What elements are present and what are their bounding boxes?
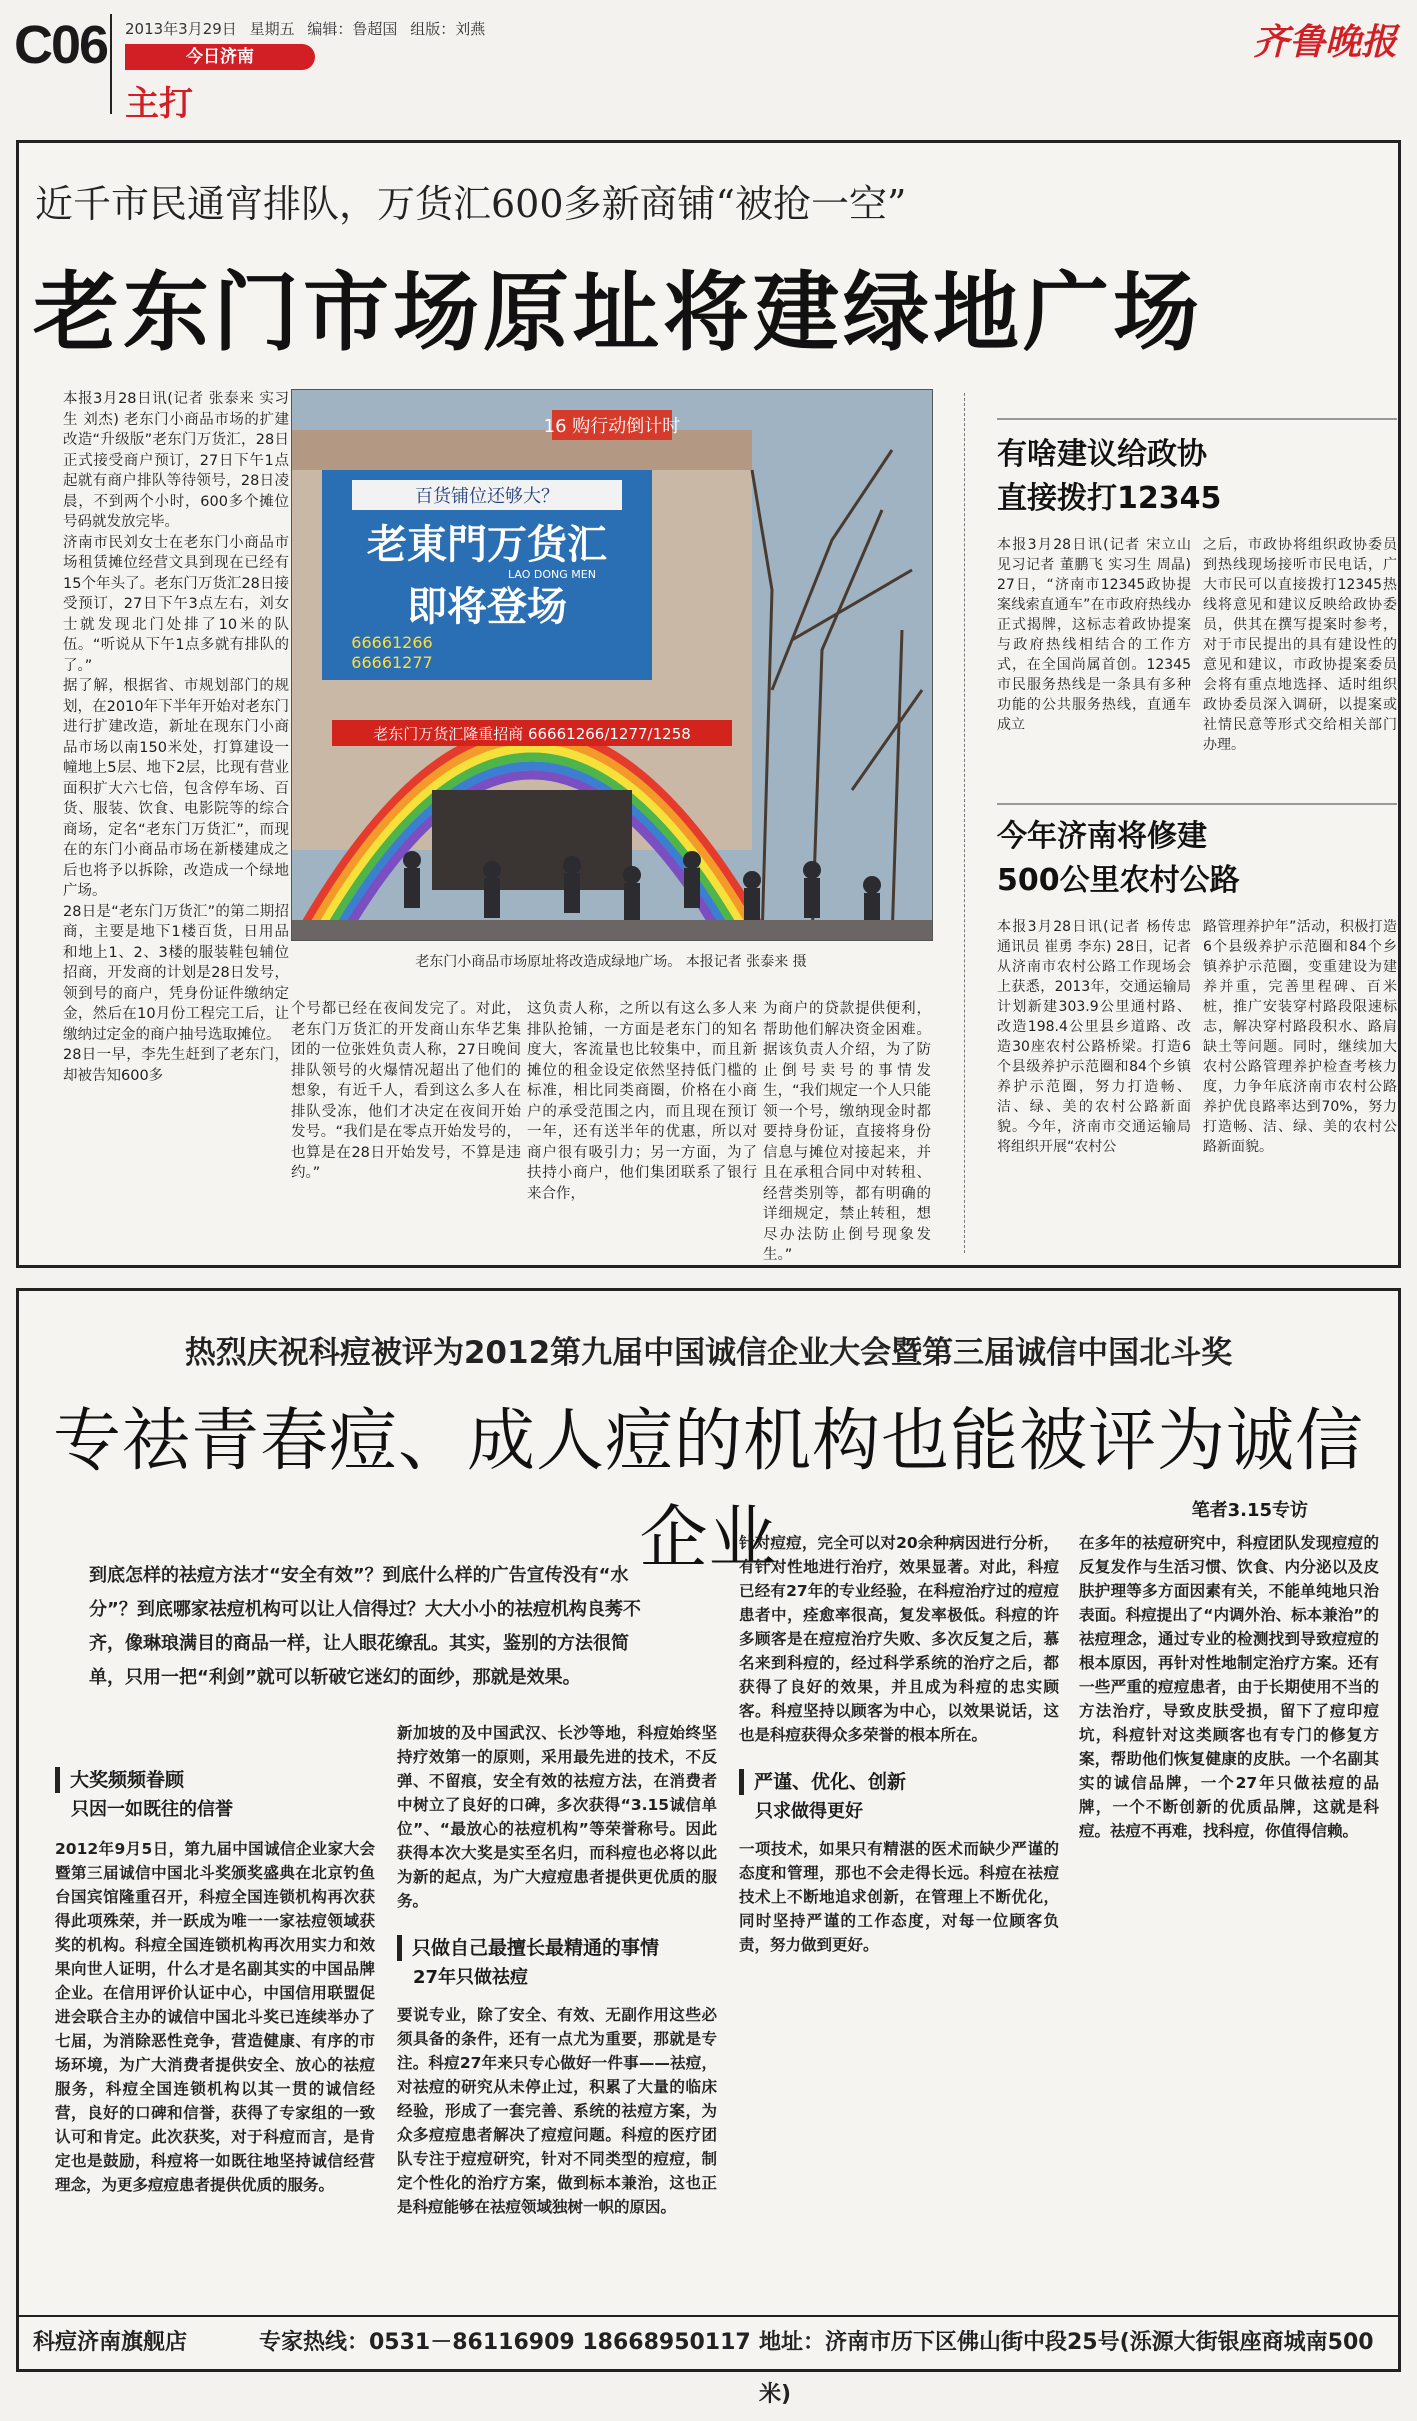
sidebar-story-2-text-left: 本报3月28日讯(记者 杨传忠 通讯员 崔勇 李东) 28日，记者从济南市农村公路工作现场会上获悉，2013年，交通运输局计划新建303.9公里通村路、改造198.4公里县乡道路、改造30座农村公路桥梁。打造6个县级养护示范圈和84个乡镇养护示范圈，努力打造畅、洁、绿、美的农村公路新面貌。今年，济南市交通运输局将组织开展“农村公 (997, 919, 1191, 1155)
advertorial-footer (19, 2315, 1398, 2407)
column-3-text: 针对痘痘，完全可以对20余种病因进行分析，有针对性地进行治疗，效果显著。对此，科痘已经有27年的专业经验，在科痘治疗过的痘痘患者中，痊愈率很高，复发率极低。科痘的许多顾客是在痘痘治疗失败、多次反复之后，慕名来到科痘的，经过科学系统的治疗之后，都获得了良好的效果，并且成为科痘的忠实顾客。科痘坚持以顾客为中心，以效果说话，这也是科痘获得众多荣誉的根本所在。 (739, 1534, 1059, 1744)
sidebar-story-1-headline (997, 433, 1397, 521)
billboard-top-text: 百货铺位还够大？ (415, 486, 559, 507)
article-column-3: 这负责人称，之所以有这么多人来排队抢铺，一方面是老东门的知名度大，客流量也比较集中，而且新摊位的租金设定依然坚持低门槛的标准，相比同类商圈，价格在小商户的承受范围之内，而且现在预订一年，还有送半年的优惠，所以对商户很有吸引力；另一方面，为了扶持小商户，他们集团联系了银行来合作， (527, 1001, 757, 1202)
section-2-title: 只做自己最擅长最精通的事情 (397, 1935, 717, 1961)
advertorial-intro: 到底怎样的祛痘方法才“安全有效”？到底什么样的广告宣传没有“水分”？到底哪家祛痘机构可以让人信得过？大大小小的祛痘机构良莠不齐，像琳琅满目的商品一样，让人眼花缭乱。其实，鉴别的方法很简单，只用一把“利剑”就可以斩破它迷幻的面纱，那就是效果。 (89, 1565, 641, 1688)
section-1-subtitle: 只因一如既往的信誉 (71, 1799, 233, 1820)
sidebar-story-1-headline-line1: 有啥建议给政协 (997, 437, 1207, 472)
issue-date: 2013年3月29日 (125, 20, 237, 38)
sidebar-story-2-headline-line1: 今年济南将修建 (997, 819, 1207, 854)
advertorial-column-2 (397, 1721, 717, 2219)
sidebar-separator (964, 393, 966, 1253)
article-paragraph: 据了解，根据省、市规划部门的规划，在2010年下半年开始对老东门进行扩建改造，新址在现东门小商品市场以南150米处，打算建设一幢地上5层、地下2层，比现有营业面积扩大六七倍，包含停车场、百货、服装、饮食、电影院等的综合商场，定名“老东门万货汇”，而现在的东门小商品市场在新楼建成之后也将予以拆除，改造成一个绿地广场。 (63, 678, 289, 899)
masthead-divider (110, 14, 112, 114)
newspaper-logo: 齐鲁晚报 (1252, 21, 1397, 63)
page-number: C06 (14, 15, 108, 75)
hotline: 专家热线：0531－86116909 18668950117 (259, 2330, 751, 2355)
article-paragraph: 济南市民刘女士在老东门小商品市场租赁摊位经营文具到现在已经有15个年头了。老东门万货汇28日接受预订，27日下午3点左右，刘女士就发现北门处排了10米的队伍。“听说从下午1点多就有排队的了。” (63, 534, 289, 674)
advertorial-column-1 (55, 1767, 375, 2197)
section-3-subtitle: 只求做得更好 (755, 1801, 863, 1822)
sidebar-story-1-text-right: 之后，市政协将组织政协委员到热线现场接听市民电话，广大市民可以直接拨打12345热线将意见和建议反映给政协委员，供其在撰写提案时参考，对于市民提出的具有建设性的意见和建议，市政协提案委员会将有重点地选择、适时组织政协委员深入调研，以提案或社情民意等形式交给相关部门办理。 (1203, 537, 1397, 753)
column-2-text: 新加坡的及中国武汉、长沙等地，科痘始终坚持疗效第一的原则，采用最先进的技术，不反弹、不留痕，安全有效的祛痘方法，在消费者中树立了良好的口碑，多次获得“3.15诚信单位”、“最放心的祛痘机构”等荣誉称号。因此获得本次大奖是实至名归，而科痘也必将以此为新的起点，为广大痘痘患者提供更优质的服务。 (397, 1724, 717, 1910)
section-1-text: 2012年9月5日，第九届中国诚信企业家大会暨第三届诚信中国北斗奖颁奖盛典在北京钓鱼台国宾馆隆重召开，科痘全国连锁机构再次获得此项殊荣，并一跃成为唯一一家祛痘领域获奖的机构。科痘全国连锁机构再次用实力和效果向世人证明，什么才是名副其实的中国品牌企业。在信用评价认证中心，中国信用联盟促进会联合主办的诚信中国北斗奖已连续举办了七届，为消除恶性竞争，营造健康、有序的市场环境，为广大消费者提供安全、放心的祛痘服务，科痘全国连锁机构以其一贯的诚信经营，良好的口碑和信誉，获得了专家组的一致认可和肯定。此次获奖，对于科痘而言，是肯定也是鼓励，科痘将一如既往地坚持诚信经营理念，为更多痘痘患者提供优质的服务。 (55, 1840, 375, 2194)
billboard-brand-en: LAO DONG MEN (508, 568, 596, 581)
billboard-phone1: 66661266 (351, 633, 433, 652)
column-4-text: 在多年的祛痘研究中，科痘团队发现痘痘的反复发作与生活习惯、饮食、内分泌以及皮肤护理等多方面因素有关，不能单纯地只治表面。科痘提出了“内调外治、标本兼治”的祛痘理念，通过专业的检测找到导致痘痘的根本原因，再针对性地制定治疗方案。还有一些严重的痘痘患者，由于长期使用不当的方法治疗，导致皮肤受损，留下了痘印痘坑，科痘针对这类顾客也有专门的修复方案，帮助他们恢复健康的皮肤。一个名副其实的诚信品牌，一个27年只做祛痘的品牌，一个不断创新的优质品牌，这就是科痘。祛痘不再难，找科痘，你值得信赖。 (1079, 1534, 1379, 1840)
sidebar-story-1 (997, 433, 1397, 755)
billboard-main: 即将登场 (407, 584, 567, 630)
section-3-text: 一项技术，如果只有精湛的医术而缺少严谨的态度和管理，那也不会走得长远。科痘在祛痘技术上不断地追求创新，在管理上不断优化，同时坚持严谨的工作态度，对每一位顾客负责，努力做到更好。 (739, 1840, 1059, 1954)
article-lead-column (63, 389, 289, 1086)
sidebar-story-1-headline-line2: 直接拨打12345 (997, 481, 1222, 516)
section-2-text: 要说专业，除了安全、有效、无副作用这些必须具备的条件，还有一点尤为重要，那就是专注。科痘27年来只专心做好一件事——祛痘，对祛痘的研究从未停止过，积累了大量的临床经验，形成了一套完善、系统的祛痘方案，为众多痘痘患者解决了痘痘问题。科痘的医疗团队专注于痘痘研究，针对不同类型的痘痘，制定个性化的治疗方案，做到标本兼治，这也正是科痘能够在祛痘领域独树一帜的原因。 (397, 2006, 717, 2216)
sidebar-story-2-headline (997, 815, 1397, 903)
advertorial-deck: 热烈庆祝科痘被评为2012第九届中国诚信企业大会暨第三届诚信中国北斗奖 (184, 1335, 1233, 1371)
section-3-title: 严谨、优化、创新 (739, 1769, 1059, 1795)
photo-caption: 老东门小商品市场原址将改造成绿地广场。 本报记者 张泰来 摄 (415, 954, 807, 970)
sidebar-rule (997, 418, 1397, 420)
clinic-address: 地址：济南市历下区佛山街中段25号(泺源大街银座商城南500米) (759, 2330, 1374, 2407)
sidebar-story-2-text-right: 路管理养护年”活动，积极打造6个县级养护示范圈和84个乡镇养护示范圈，变重建设为建养并重，完善里程碑、百米桩，推广安装穿村路段限速标志，解决穿村路段积水、路肩缺土等问题。同时，继续加大农村公路管理养护检查考核力度，力争年底济南市农村公路养护优良路率达到70%，努力打造畅、洁、绿、美的农村公路新面貌。 (1203, 919, 1397, 1155)
sidebar-rule (997, 803, 1397, 805)
section-2-subtitle: 27年只做祛痘 (413, 1967, 529, 1988)
market-photo (291, 389, 933, 941)
arch-banner-text: 老东门万货汇隆重招商 66661266/1277/1258 (373, 725, 691, 743)
article-column-2: 个号都已经在夜间发完了。对此，老东门万货汇的开发商山东华艺集团的一位张姓负责人称，27日晚间排队领号的火爆情况超出了他们的想象，有近千人，看到这么多人在排队受冻，他们才决定在夜间开始发号。“我们是在零点开始发号的，也算是在28日开始发号，不算是违约。” (291, 1001, 521, 1181)
layout-credit: 组版：刘燕 (410, 20, 486, 38)
advertorial (16, 1288, 1401, 2407)
billboard-phone2: 66661277 (351, 653, 433, 672)
editor-credit: 编辑：鲁超国 (307, 20, 398, 38)
sidebar-story-2 (997, 815, 1397, 1157)
section-subtitle: 主打 (125, 84, 193, 124)
article-headline: 老东门市场原址将建绿地广场 (33, 262, 1203, 363)
issue-weekday: 星期五 (249, 20, 295, 38)
article-paragraph: 本报3月28日讯(记者 张泰来 实习生 刘杰) 老东门小商品市场的扩建改造“升级版”老东门万货汇，28日正式接受商户预订，27日下午1点起就有商户排队等待领号，28日凌晨，不到两个小时，600多个摊位号码就发放完毕。 (63, 391, 289, 530)
sidebar-story-2-headline-line2: 500公里农村公路 (997, 863, 1240, 898)
section-tag: 今日济南 (125, 44, 315, 70)
masthead-meta (125, 18, 485, 39)
main-article (16, 140, 1401, 1268)
advertorial-column-4 (1079, 1531, 1379, 1843)
article-paragraph: 28日是“老东门万货汇”的第二期招商，主要是地下1楼百货，日用品和地上1、2、3楼的服装鞋包辅位招商，开发商的计划是28日发号，领到号的商户，凭身份证件缴纳定金，然后在10月份工程完工后，让缴纳过定金的商户抽号选取摊位。 (63, 903, 289, 1043)
section-1-title: 大奖频频眷顾 (55, 1767, 375, 1793)
roof-sign-text: 16 购行动倒计时 (543, 416, 681, 437)
sidebar-story-1-text-left: 本报3月28日讯(记者 宋立山 见习记者 董鹏飞 实习生 周晶) 27日，“济南市12345政协提案线索直通车”在市政府热线办正式揭牌，这标志着政协提案与政府热线相结合的工作方式，在全国尚属首创。12345市民服务热线是一条具有多种功能的公共服务热线，直通车成立 (997, 537, 1191, 733)
market-photo-illustration (292, 390, 932, 940)
billboard-brand: 老東門万货汇 (367, 521, 607, 568)
clinic-name: 科痘济南旗舰店 (33, 2330, 188, 2355)
advertorial-column-3 (739, 1531, 1059, 1957)
advertorial-byline: 笔者3.15专访 (1191, 1500, 1308, 1521)
advertorial-headline: 专祛青春痘、成人痘的机构也能被评为诚信企业 (52, 1402, 1364, 1578)
article-deck: 近千市民通宵排队，万货汇600多新商铺“被抢一空” (35, 182, 907, 226)
article-column-4: 为商户的贷款提供便利，帮助他们解决资金困难。据该负责人介绍，为了防止倒号卖号的事情发生，“我们规定一个人只能领一个号，缴纳现金时都要持身份证，直接将身份信息与摊位对接起来，并且在承租合同中对转租、经营类别等，都有明确的详细规定，禁止转租，想尽办法防止倒号现象发生。” (763, 1001, 931, 1263)
article-paragraph: 28日一早，李先生赶到了老东门，却被告知600多 (63, 1047, 289, 1084)
